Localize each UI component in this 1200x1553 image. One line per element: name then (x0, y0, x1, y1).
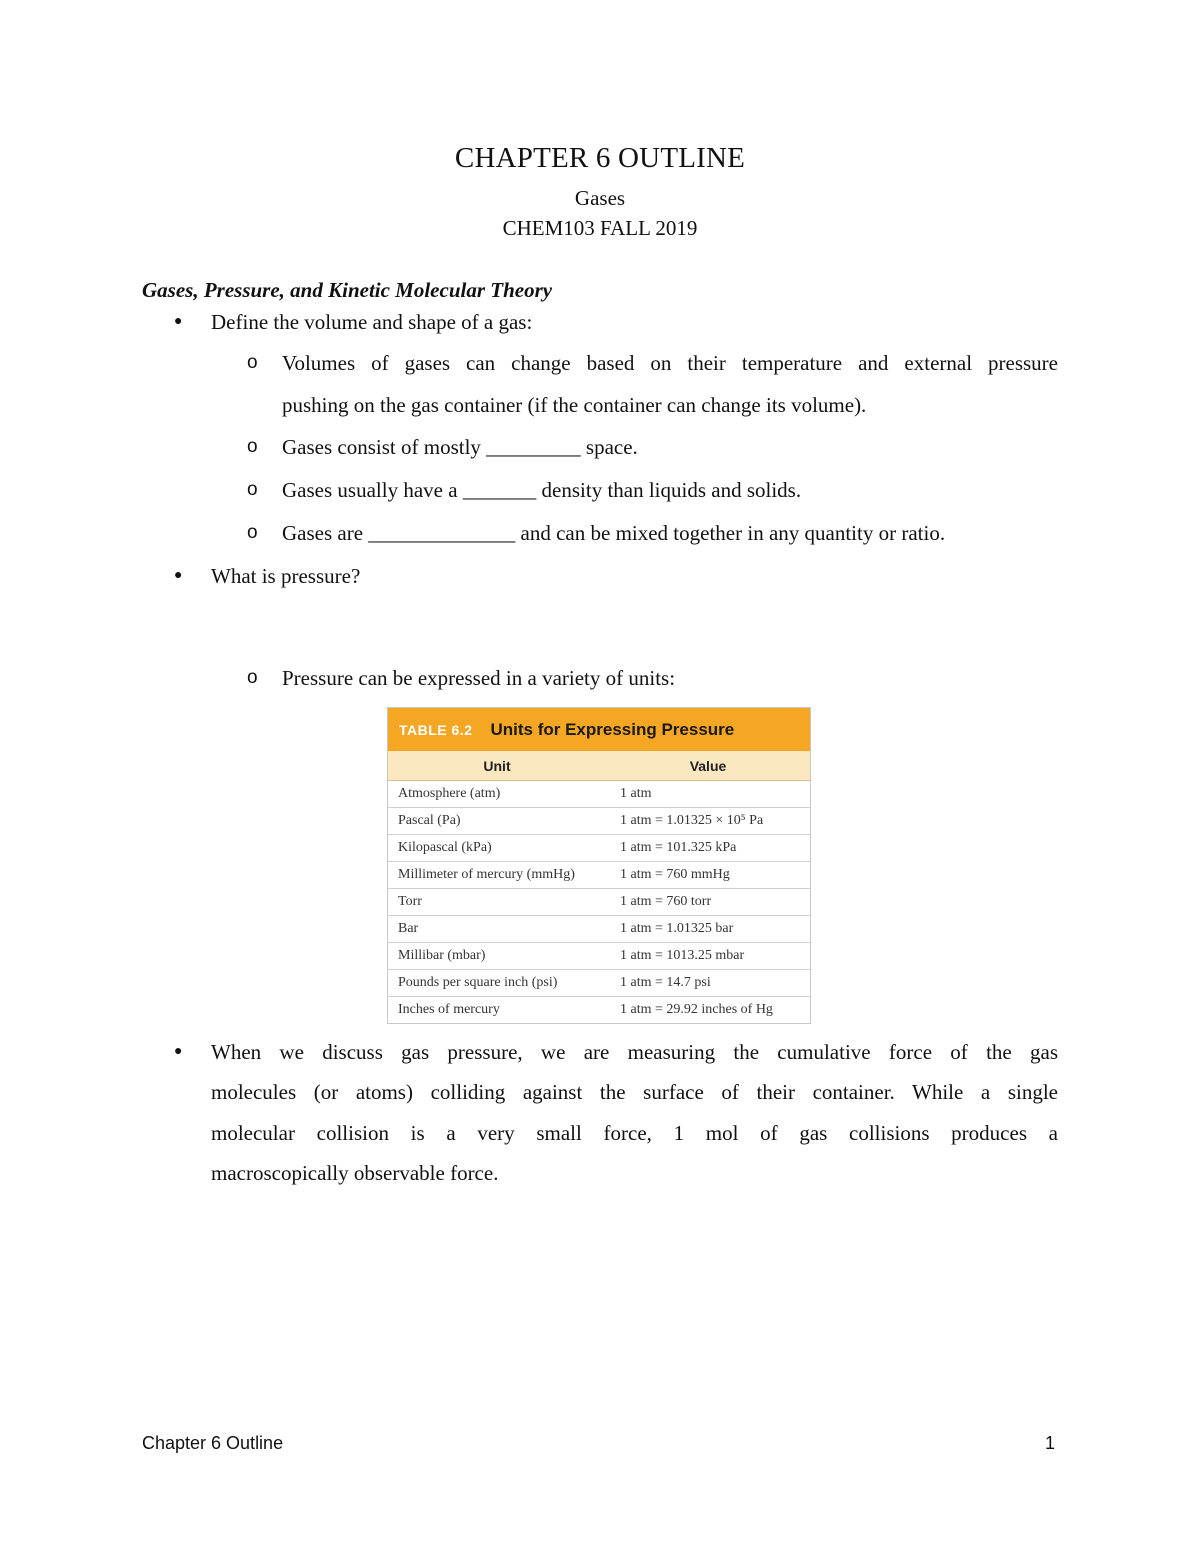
table-column-headers (388, 751, 810, 781)
sub-bullet-text: Gases consist of mostly _________ space. (282, 435, 638, 459)
table-row (388, 835, 810, 862)
sub-bullet-icon: o (247, 479, 258, 500)
sub-bullet-icon: o (247, 667, 258, 688)
unit-cell: Inches of mercury (398, 1002, 500, 1017)
sub-bullet-text-continued: pushing on the gas container (if the container can change its volume). (282, 393, 867, 417)
value-cell: 1 atm = 1013.25 mbar (620, 948, 745, 963)
sub-bullet-text: Volumes of gases can change based on their temperature and external pressure (282, 351, 1058, 375)
bullet-icon: ● (174, 1044, 183, 1059)
sub-bullet-text: Pressure can be expressed in a variety of units: (282, 666, 676, 690)
bullet-text: What is pressure? (211, 564, 361, 588)
column-header-unit: Unit (483, 757, 511, 774)
value-cell: 1 atm = 760 torr (620, 894, 712, 909)
unit-cell: Atmosphere (atm) (398, 786, 501, 801)
table-title-bar (388, 708, 810, 751)
sub-bullet-text: Gases are ______________ and can be mixed together in any quantity or ratio. (282, 521, 946, 545)
table-row (388, 889, 810, 916)
value-cell: 1 atm = 760 mmHg (620, 867, 730, 882)
page-subtitle: Gases (574, 186, 626, 210)
table-number: TABLE 6.2 (399, 721, 473, 738)
page-title: CHAPTER 6 OUTLINE (454, 142, 746, 174)
value-cell: 1 atm = 14.7 psi (620, 975, 711, 990)
paragraph-line: molecular collision is a very small force, 1 mol of gas collisions produces a (211, 1121, 1058, 1145)
section-heading: Gases, Pressure, and Kinetic Molecular Theory (142, 278, 553, 302)
unit-cell: Pounds per square inch (psi) (398, 975, 558, 990)
column-header-value: Value (689, 757, 727, 774)
unit-cell: Millibar (mbar) (398, 948, 486, 963)
paragraph-line: When we discuss gas pressure, we are measuring the cumulative force of the gas (211, 1040, 1058, 1064)
unit-cell: Torr (398, 894, 422, 909)
table-row (388, 862, 810, 889)
sub-bullet-text: Gases usually have a _______ density than liquids and solids. (282, 478, 802, 502)
unit-cell: Bar (398, 921, 419, 936)
value-cell: 1 atm = 1.01325 bar (620, 921, 734, 936)
paragraph-line: molecules (or atoms) colliding against the surface of their container. While a single (211, 1080, 1058, 1104)
sub-bullet-icon: o (247, 352, 258, 373)
paragraph-line: macroscopically observable force. (211, 1161, 499, 1185)
bullet-icon: ● (174, 314, 183, 329)
value-cell: 1 atm = 1.01325 × 10⁵ Pa (620, 813, 764, 828)
value-cell: 1 atm = 29.92 inches of Hg (620, 1002, 773, 1017)
table-row (388, 970, 810, 997)
table-row (388, 916, 810, 943)
unit-cell: Kilopascal (kPa) (398, 840, 492, 855)
unit-cell: Pascal (Pa) (398, 813, 461, 828)
table-row (388, 997, 810, 1023)
table-row (388, 781, 810, 808)
footer-chapter-label: Chapter 6 Outline (142, 1433, 284, 1453)
unit-cell: Millimeter of mercury (mmHg) (398, 867, 575, 882)
sub-bullet-icon: o (247, 436, 258, 457)
course-label: CHEM103 FALL 2019 (502, 216, 698, 240)
bullet-text: Define the volume and shape of a gas: (211, 310, 533, 334)
sub-bullet-icon: o (247, 522, 258, 543)
value-cell: 1 atm = 101.325 kPa (620, 840, 737, 855)
bullet-icon: ● (174, 568, 183, 583)
table-caption: Units for Expressing Pressure (490, 719, 735, 739)
table-row (388, 808, 810, 835)
value-cell: 1 atm (620, 786, 652, 801)
pressure-units-table (387, 707, 811, 1024)
table-row (388, 943, 810, 970)
footer-page-number: 1 (1045, 1433, 1056, 1453)
